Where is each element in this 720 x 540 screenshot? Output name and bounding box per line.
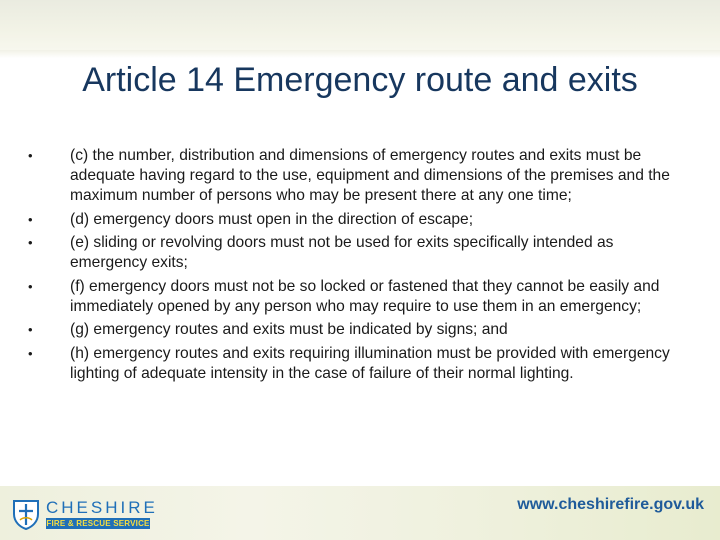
bullet-item bbox=[28, 344, 688, 384]
bullet-item bbox=[28, 146, 688, 206]
bullet-dot-icon: • bbox=[28, 211, 33, 227]
cheshire-fire-logo bbox=[10, 498, 158, 530]
bullet-dot-icon: • bbox=[28, 278, 33, 294]
bullet-text: (f) emergency doors must not be so locked or fastened that they cannot be easily and immediately opened by any person who may require to use them in an emergency; bbox=[70, 277, 660, 315]
bullet-dot-icon: • bbox=[28, 345, 33, 361]
bullet-text: (c) the number, distribution and dimensions of emergency routes and exits must be adequate having regard to the use, equipment and dimensions of the premises and the maximum number of persons who may be present there at any one time; bbox=[70, 147, 670, 204]
bullet-item bbox=[28, 277, 688, 317]
bullet-list bbox=[28, 146, 688, 387]
bullet-item bbox=[28, 210, 688, 230]
bullet-dot-icon: • bbox=[28, 235, 33, 250]
bullet-text: (g) emergency routes and exits must be indicated by signs; and bbox=[70, 321, 508, 338]
bullet-dot-icon: • bbox=[28, 322, 33, 337]
bullet-dot-icon: • bbox=[28, 148, 33, 163]
logo-subtitle: FIRE & RESCUE SERVICE bbox=[46, 519, 150, 528]
website-url: www.cheshirefire.gov.uk bbox=[517, 496, 704, 513]
bullet-item bbox=[28, 320, 688, 340]
bullet-item bbox=[28, 233, 688, 273]
shield-icon bbox=[10, 498, 42, 530]
slide-title: Article 14 Emergency route and exits bbox=[82, 61, 638, 99]
bullet-text: (d) emergency doors must open in the direction of escape; bbox=[70, 210, 474, 228]
bullet-text: (h) emergency routes and exits requiring illumination must be provided with emergency lighting of adequate intensity in the case of failure of their normal lighting. bbox=[70, 344, 670, 382]
logo-name: CHESHIRE bbox=[46, 498, 158, 517]
header-band bbox=[0, 0, 720, 50]
bullet-text: (e) sliding or revolving doors must not be used for exits specifically intended as emergency exits; bbox=[70, 234, 614, 271]
